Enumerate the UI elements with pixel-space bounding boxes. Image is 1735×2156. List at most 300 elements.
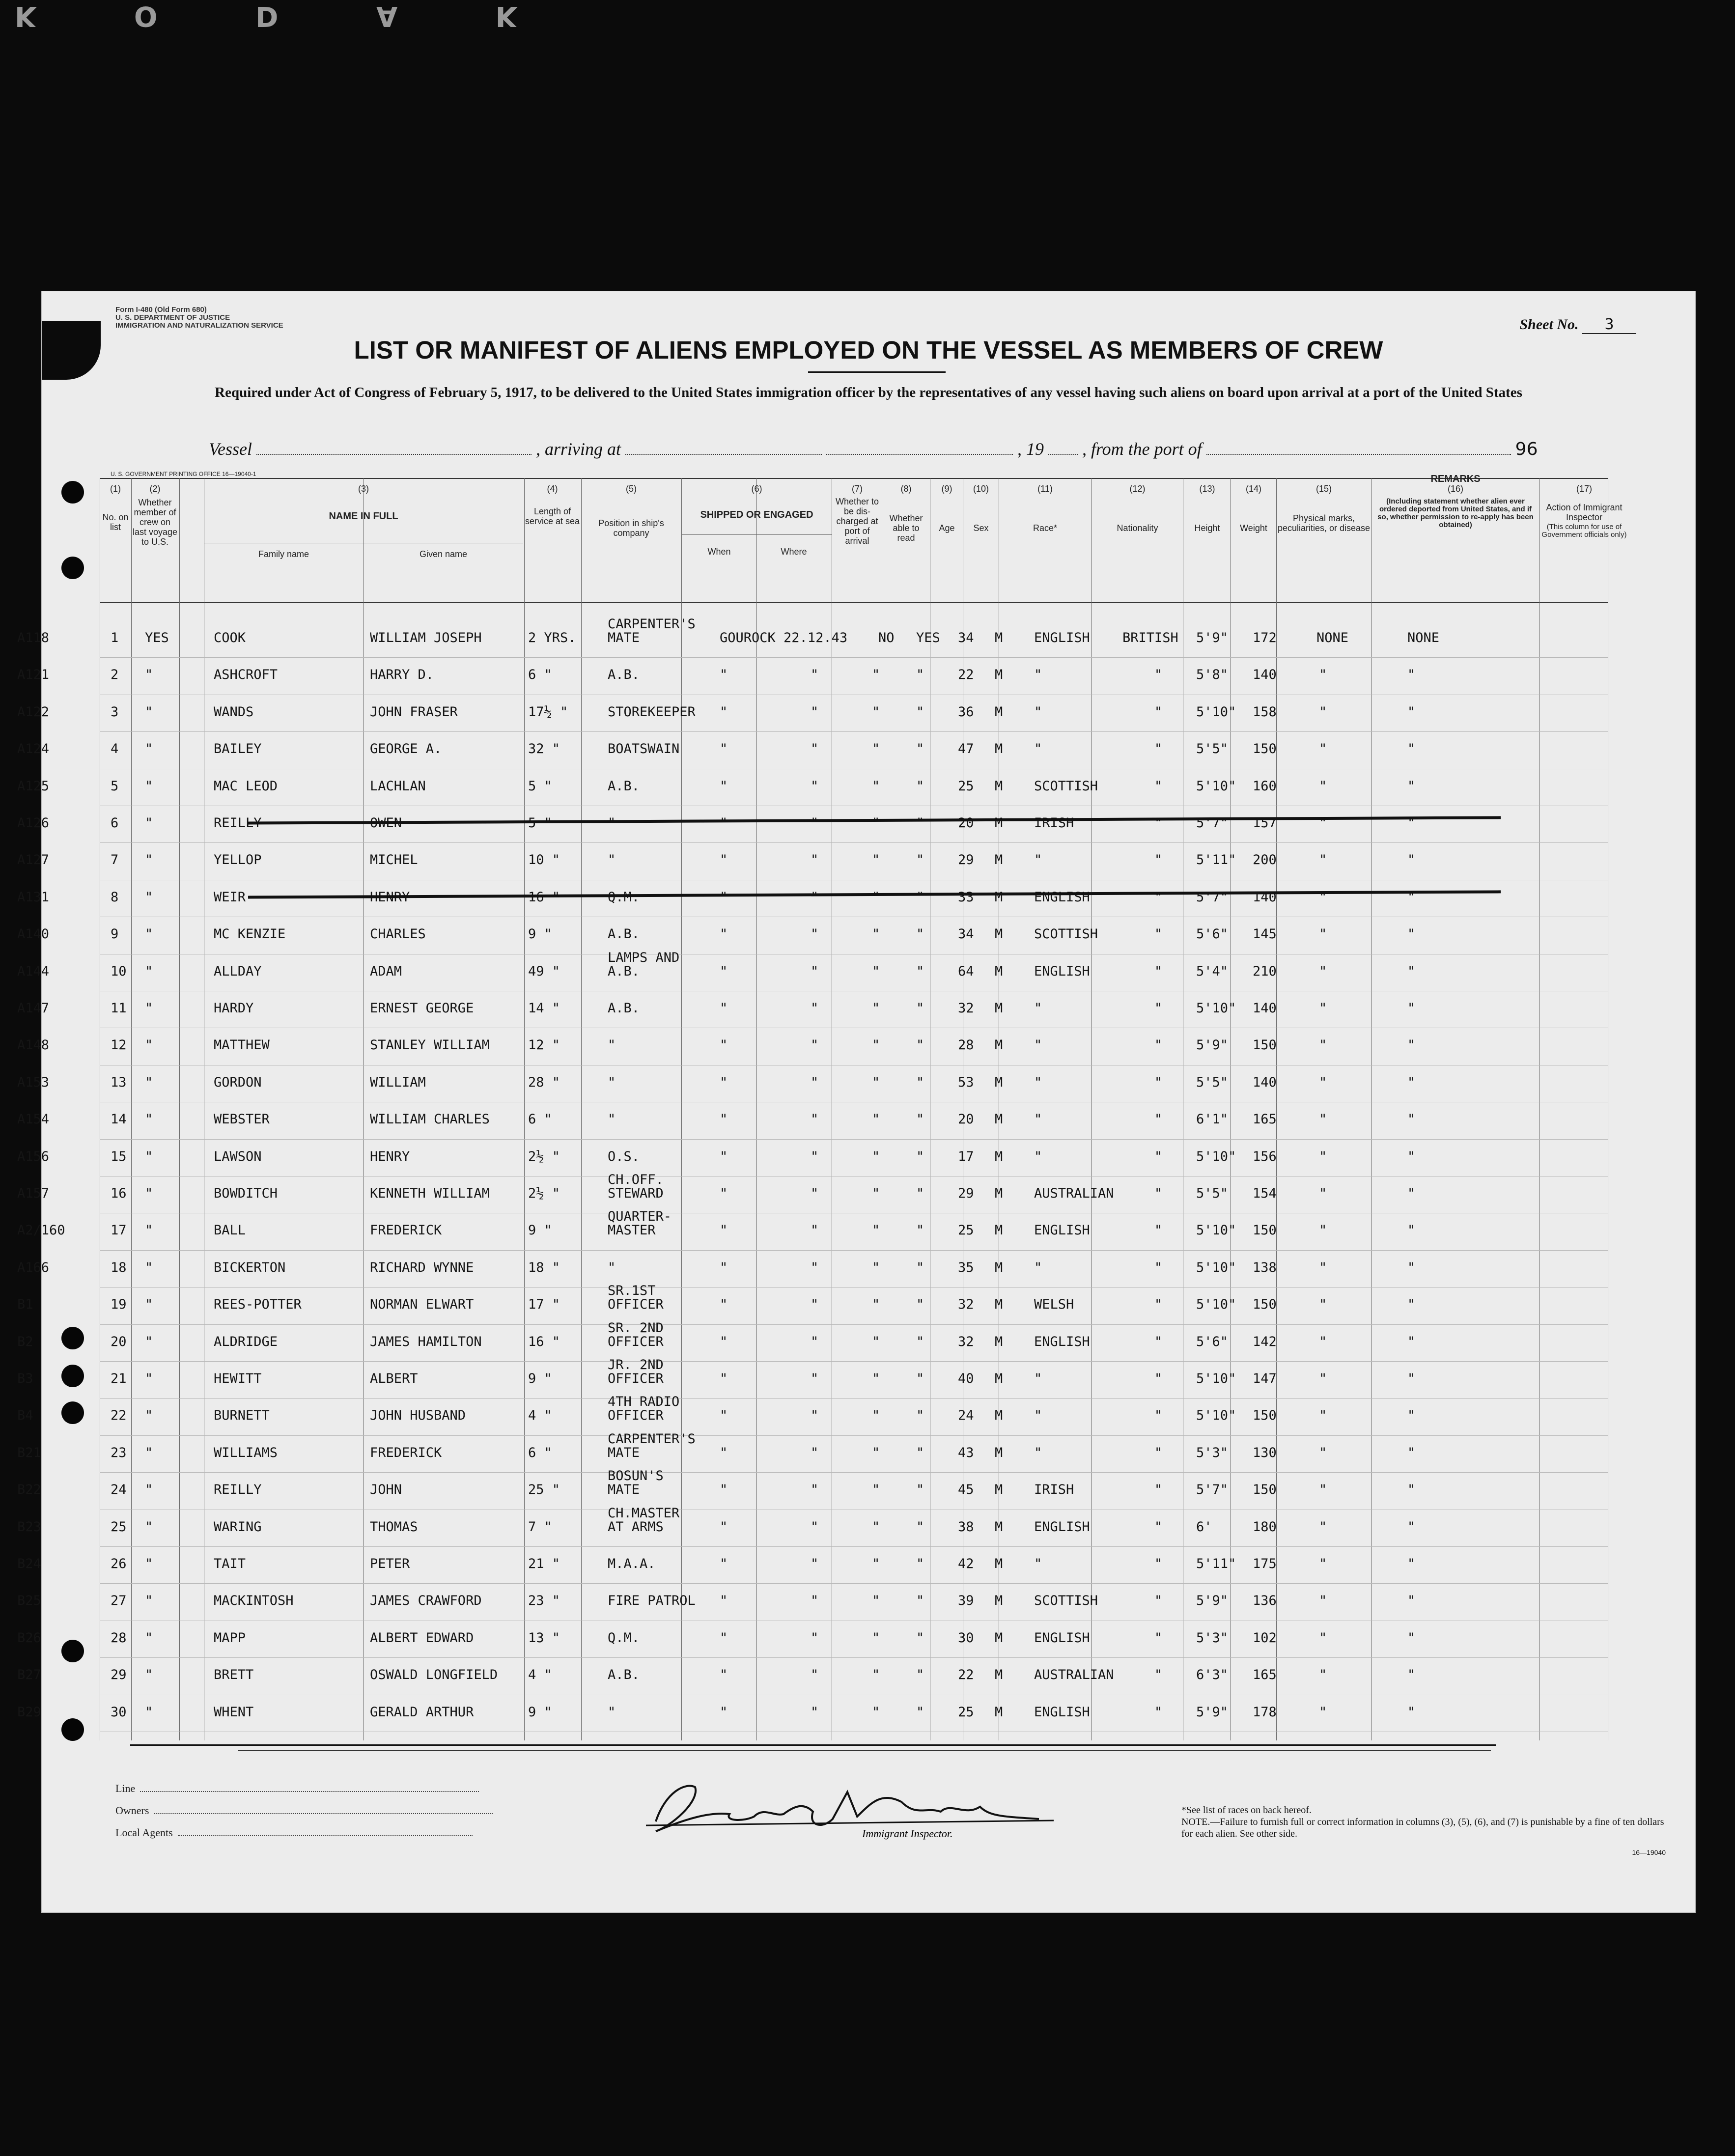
- row-last-voyage: ": [145, 1001, 153, 1016]
- row-marks: ": [1319, 926, 1327, 942]
- row-given-name: ADAM: [370, 963, 402, 979]
- row-given-name: ALBERT: [370, 1371, 418, 1386]
- row-when: ": [720, 1223, 728, 1238]
- table-row: [17, 1357, 1695, 1399]
- row-nationality: ": [1154, 1112, 1163, 1127]
- row-last-voyage: ": [145, 741, 153, 757]
- row-position: BOATSWAIN: [608, 741, 680, 757]
- row-race: ": [1034, 1556, 1042, 1571]
- table-row: [17, 881, 1695, 918]
- row-race: WELSH: [1034, 1297, 1074, 1313]
- row-discharged: ": [872, 1112, 880, 1127]
- header-height: Height: [1194, 523, 1220, 533]
- row-remarks: ": [1407, 741, 1416, 757]
- table-row: [17, 1547, 1695, 1584]
- row-height: 5'11": [1196, 1556, 1236, 1571]
- row-discharged: ": [872, 1630, 880, 1646]
- row-rule: [100, 1361, 1608, 1362]
- line-dotted: [140, 1791, 479, 1792]
- row-position: SR. 2ND OFFICER: [608, 1320, 664, 1349]
- row-discharged: ": [872, 1223, 880, 1238]
- row-position: CH.OFF. STEWARD: [608, 1172, 664, 1201]
- row-code: B21: [17, 1445, 41, 1460]
- row-nationality: ": [1154, 1186, 1163, 1201]
- row-sex: M: [995, 815, 1003, 831]
- row-marks: ": [1319, 1482, 1327, 1498]
- row-where: ": [811, 667, 819, 683]
- row-height: 5'10": [1196, 1148, 1236, 1164]
- table-row: [17, 1172, 1695, 1214]
- row-service: 7 ": [528, 1519, 552, 1535]
- row-sex: M: [995, 1148, 1003, 1164]
- row-race: AUSTRALIAN: [1034, 1667, 1114, 1683]
- row-height: 5'10": [1196, 1408, 1236, 1424]
- row-last-voyage: ": [145, 815, 153, 831]
- row-service: 21 ": [528, 1556, 560, 1571]
- row-height: 5'7": [1196, 889, 1229, 905]
- row-nationality: ": [1154, 1148, 1163, 1164]
- row-sex: M: [995, 1408, 1003, 1424]
- header-num: (5): [626, 484, 637, 494]
- row-code: A124: [17, 741, 50, 757]
- row-height: 6'3": [1196, 1667, 1229, 1683]
- row-service: 4 ": [528, 1408, 552, 1424]
- row-weight: 140: [1253, 1074, 1277, 1090]
- row-when: ": [720, 1112, 728, 1127]
- header-inspector-action: Action of Immigrant Inspector: [1546, 503, 1623, 522]
- table-row: [17, 1320, 1695, 1362]
- row-weight: 145: [1253, 926, 1277, 942]
- row-race: AUSTRALIAN: [1034, 1186, 1114, 1201]
- row-discharged: ": [872, 667, 880, 683]
- row-weight: 140: [1253, 1001, 1277, 1016]
- row-height: 5'3": [1196, 1445, 1229, 1460]
- row-last-voyage: ": [145, 1334, 153, 1349]
- footer-agents-field: [115, 1826, 473, 1839]
- row-service: 17 ": [528, 1297, 560, 1313]
- header-able-to-read: Whether able to read: [889, 513, 923, 543]
- row-family-name: GORDON: [214, 1074, 262, 1090]
- row-code: A126: [17, 815, 50, 831]
- row-last-voyage: ": [145, 1445, 153, 1460]
- row-service: 4 ": [528, 1667, 552, 1683]
- row-read: ": [916, 1593, 924, 1609]
- row-height: 5'10": [1196, 1260, 1236, 1275]
- row-where: ": [811, 1593, 819, 1609]
- row-last-voyage: ": [145, 1371, 153, 1386]
- row-nationality: BRITISH: [1122, 630, 1178, 645]
- row-height: 5'5": [1196, 741, 1229, 757]
- row-family-name: WEIR: [214, 889, 246, 905]
- row-discharged: ": [872, 1001, 880, 1016]
- row-age: 47: [958, 741, 974, 757]
- row-sex: M: [995, 1667, 1003, 1683]
- row-service: 9 ": [528, 926, 552, 942]
- row-given-name: NORMAN ELWART: [370, 1297, 474, 1313]
- row-last-voyage: ": [145, 1186, 153, 1201]
- row-given-name: GEORGE A.: [370, 741, 442, 757]
- row-when: ": [720, 926, 728, 942]
- row-read: ": [916, 1074, 924, 1090]
- row-discharged: ": [872, 1445, 880, 1460]
- row-position: A.B.: [608, 1001, 640, 1016]
- header-race: Race*: [1033, 523, 1058, 533]
- table-row: [17, 1431, 1695, 1473]
- row-code: A121: [17, 667, 50, 683]
- row-when: ": [720, 1186, 728, 1201]
- inspector-signature: [626, 1772, 1068, 1846]
- row-read: ": [916, 1001, 924, 1016]
- row-weight: 172: [1253, 630, 1277, 645]
- row-where: ": [811, 704, 819, 720]
- row-age: 25: [958, 1704, 974, 1720]
- row-position: Q.M.: [608, 1630, 640, 1646]
- row-rule: [100, 1287, 1608, 1288]
- page-title: LIST OR MANIFEST OF ALIENS EMPLOYED ON THE VESSEL AS MEMBERS OF CREW: [354, 336, 1383, 364]
- row-number: 27: [111, 1593, 127, 1609]
- row-height: 5'9": [1196, 1704, 1229, 1720]
- row-read: ": [916, 1704, 924, 1720]
- table-row: [17, 770, 1695, 807]
- row-rule: [100, 1435, 1608, 1436]
- row-given-name: JAMES CRAWFORD: [370, 1593, 482, 1609]
- table-row: [17, 658, 1695, 695]
- row-rule: [100, 657, 1608, 658]
- arriving-field: [625, 441, 822, 455]
- row-where: ": [811, 1297, 819, 1313]
- row-code: A118: [17, 630, 50, 645]
- row-weight: 180: [1253, 1519, 1277, 1535]
- row-code: A127: [17, 852, 50, 868]
- row-weight: 130: [1253, 1445, 1277, 1460]
- row-sex: M: [995, 667, 1003, 683]
- row-marks: ": [1319, 1297, 1327, 1313]
- row-weight: 136: [1253, 1593, 1277, 1609]
- table-row: [17, 732, 1695, 769]
- row-height: 5'6": [1196, 1334, 1229, 1349]
- row-number: 7: [111, 852, 119, 868]
- row-number: 6: [111, 815, 119, 831]
- row-marks: ": [1319, 1704, 1327, 1720]
- row-number: 12: [111, 1037, 127, 1053]
- row-marks: ": [1319, 1001, 1327, 1016]
- row-family-name: BAILEY: [214, 741, 262, 757]
- row-age: 22: [958, 1667, 974, 1683]
- row-age: 25: [958, 1223, 974, 1238]
- row-remarks: ": [1407, 1074, 1416, 1090]
- signature-caption: Immigrant Inspector.: [862, 1827, 953, 1840]
- row-number: 15: [111, 1148, 127, 1164]
- row-where: ": [811, 889, 819, 905]
- row-weight: 150: [1253, 1223, 1277, 1238]
- row-last-voyage: ": [145, 852, 153, 868]
- row-height: 5'4": [1196, 963, 1229, 979]
- row-last-voyage: ": [145, 1519, 153, 1535]
- table-row: [17, 1103, 1695, 1140]
- row-weight: 142: [1253, 1334, 1277, 1349]
- row-number: 8: [111, 889, 119, 905]
- row-height: 5'6": [1196, 926, 1229, 942]
- row-discharged: ": [872, 1704, 880, 1720]
- note-races: *See list of races on back hereof.: [1181, 1805, 1312, 1816]
- row-number: 19: [111, 1297, 127, 1313]
- page-subtitle: Required under Act of Congress of February 5, 1917, to be delivered to the United States immigration officer by the representatives of any vessel having such aliens on board upon arrival at a port of the United States: [215, 385, 1522, 400]
- row-height: 5'5": [1196, 1186, 1229, 1201]
- row-age: 29: [958, 852, 974, 868]
- row-code: B29: [17, 1704, 41, 1720]
- row-service: 18 ": [528, 1260, 560, 1275]
- row-family-name: BURNETT: [214, 1408, 270, 1424]
- header-nationality: Nationality: [1117, 523, 1158, 533]
- row-discharged: ": [872, 1074, 880, 1090]
- row-marks: ": [1319, 741, 1327, 757]
- footer-line-field: [115, 1782, 479, 1795]
- row-last-voyage: ": [145, 1297, 153, 1313]
- row-family-name: TAIT: [214, 1556, 246, 1571]
- table-row: [17, 1251, 1695, 1288]
- row-sex: M: [995, 630, 1003, 645]
- row-race: IRISH: [1034, 1482, 1074, 1498]
- row-discharged: ": [872, 1667, 880, 1683]
- row-given-name: WILLIAM JOSEPH: [370, 630, 482, 645]
- header-num: (6): [751, 484, 762, 494]
- row-number: 25: [111, 1519, 127, 1535]
- row-given-name: MICHEL: [370, 852, 418, 868]
- row-code: B27: [17, 1667, 41, 1683]
- row-position: LAMPS AND A.B.: [608, 950, 680, 979]
- row-remarks: ": [1407, 1001, 1416, 1016]
- port-label: , from the port of: [1082, 439, 1202, 459]
- row-remarks: ": [1407, 1112, 1416, 1127]
- row-where: ": [811, 1519, 819, 1535]
- row-given-name: JOHN: [370, 1482, 402, 1498]
- row-race: ": [1034, 1445, 1042, 1460]
- header-num: (17): [1576, 484, 1592, 494]
- row-read: ": [916, 1667, 924, 1683]
- header-sex: Sex: [973, 523, 989, 533]
- row-marks: ": [1319, 1037, 1327, 1053]
- row-race: IRISH: [1034, 815, 1074, 831]
- row-age: 36: [958, 704, 974, 720]
- row-last-voyage: ": [145, 1593, 153, 1609]
- row-weight: 156: [1253, 1148, 1277, 1164]
- row-weight: 140: [1253, 889, 1277, 905]
- year-label: , 19: [1017, 439, 1044, 459]
- row-nationality: ": [1154, 1260, 1163, 1275]
- row-nationality: ": [1154, 1519, 1163, 1535]
- row-discharged: ": [872, 1408, 880, 1424]
- row-sex: M: [995, 1297, 1003, 1313]
- row-sex: M: [995, 1037, 1003, 1053]
- header-num: (11): [1037, 484, 1053, 494]
- row-when: ": [720, 1408, 728, 1424]
- header-family-name: Family name: [258, 549, 309, 559]
- row-nationality: ": [1154, 889, 1163, 905]
- row-given-name: GERALD ARTHUR: [370, 1704, 474, 1720]
- row-code: A140: [17, 926, 50, 942]
- row-service: 32 ": [528, 741, 560, 757]
- row-weight: 140: [1253, 667, 1277, 683]
- row-code: A148: [17, 1037, 50, 1053]
- row-position: 4TH RADIO OFFICER: [608, 1394, 680, 1424]
- header-num: (16): [1447, 484, 1463, 494]
- row-race: ": [1034, 1112, 1042, 1127]
- row-where: ": [811, 1408, 819, 1424]
- note-penalty: NOTE.—Failure to furnish full or correct information in columns (3), (5), (6), and (7) is punishable by a fine of ten dollars for each alien. See other side.: [1181, 1817, 1664, 1839]
- form-identifier: [115, 306, 283, 330]
- row-service: 9 ": [528, 1371, 552, 1386]
- row-number: 9: [111, 926, 119, 942]
- row-nationality: ": [1154, 1074, 1163, 1090]
- row-given-name: CHARLES: [370, 926, 426, 942]
- row-race: ": [1034, 1001, 1042, 1016]
- row-nationality: ": [1154, 704, 1163, 720]
- row-marks: ": [1319, 1112, 1327, 1127]
- row-sex: M: [995, 926, 1003, 942]
- row-height: 5'11": [1196, 852, 1236, 868]
- row-position: A.B.: [608, 667, 640, 683]
- row-height: 5'10": [1196, 1371, 1236, 1386]
- row-last-voyage: ": [145, 926, 153, 942]
- row-remarks: ": [1407, 667, 1416, 683]
- form-id-line: Form I-480 (Old Form 680): [115, 306, 207, 314]
- row-nationality: ": [1154, 1334, 1163, 1349]
- header-num: (8): [900, 484, 912, 494]
- row-marks: ": [1319, 1371, 1327, 1386]
- row-position: SR.1ST OFFICER: [608, 1283, 664, 1313]
- row-weight: 138: [1253, 1260, 1277, 1275]
- row-family-name: COOK: [214, 630, 246, 645]
- row-remarks: ": [1407, 1260, 1416, 1275]
- agents-dotted: [178, 1835, 473, 1836]
- sheet-number: [1520, 316, 1637, 334]
- row-height: 5'9": [1196, 1037, 1229, 1053]
- header-num: (7): [852, 484, 863, 494]
- header-given-name: Given name: [419, 549, 468, 559]
- row-nationality: ": [1154, 667, 1163, 683]
- row-given-name: OWEN: [370, 815, 402, 831]
- header-num: (10): [973, 484, 989, 494]
- row-discharged: NO: [878, 630, 895, 645]
- punch-hole: [61, 481, 84, 504]
- row-service: 13 ": [528, 1630, 560, 1646]
- row-where: ": [811, 1186, 819, 1201]
- row-when: ": [720, 1593, 728, 1609]
- row-when: ": [720, 1630, 728, 1646]
- row-number: 3: [111, 704, 119, 720]
- page-number: 96: [1515, 439, 1538, 459]
- row-age: 25: [958, 778, 974, 794]
- row-code: A157: [17, 1186, 50, 1201]
- row-where: ": [811, 926, 819, 942]
- row-read: ": [916, 1037, 924, 1053]
- row-age: 20: [958, 1112, 974, 1127]
- row-age: 29: [958, 1186, 974, 1201]
- footer-owners-field: [115, 1804, 493, 1817]
- row-marks: ": [1319, 815, 1327, 831]
- row-race: ": [1034, 704, 1042, 720]
- title-rule: [808, 371, 946, 373]
- row-sex: M: [995, 1186, 1003, 1201]
- row-last-voyage: ": [145, 1223, 153, 1238]
- row-where: ": [811, 1445, 819, 1460]
- row-family-name: REES-POTTER: [214, 1297, 302, 1313]
- row-position: CH.MASTER AT ARMS: [608, 1505, 680, 1535]
- row-remarks: ": [1407, 852, 1416, 868]
- row-height: 5'9": [1196, 1593, 1229, 1609]
- row-code: B2: [17, 1334, 33, 1349]
- row-read: ": [916, 1260, 924, 1275]
- row-when: ": [720, 1260, 728, 1275]
- row-read: ": [916, 815, 924, 831]
- row-discharged: ": [872, 1371, 880, 1386]
- row-sex: M: [995, 1630, 1003, 1646]
- row-height: 5'10": [1196, 1001, 1236, 1016]
- row-sex: M: [995, 1112, 1003, 1127]
- row-position: A.B.: [608, 926, 640, 942]
- row-nationality: ": [1154, 1001, 1163, 1016]
- row-sex: M: [995, 1519, 1003, 1535]
- row-number: 30: [111, 1704, 127, 1720]
- row-given-name: HENRY: [370, 1148, 410, 1164]
- row-marks: ": [1319, 704, 1327, 720]
- row-nationality: ": [1154, 1704, 1163, 1720]
- header-num: (15): [1315, 484, 1332, 494]
- row-remarks: ": [1407, 889, 1416, 905]
- row-number: 4: [111, 741, 119, 757]
- row-race: ": [1034, 852, 1042, 868]
- table-row: [17, 1584, 1695, 1621]
- header-length-of-service: Length of service at sea: [525, 506, 580, 526]
- row-family-name: WHENT: [214, 1704, 254, 1720]
- row-weight: 165: [1253, 1112, 1277, 1127]
- row-given-name: JOHN HUSBAND: [370, 1408, 466, 1424]
- row-nationality: ": [1154, 1482, 1163, 1498]
- row-number: 22: [111, 1408, 127, 1424]
- row-family-name: MATTHEW: [214, 1037, 270, 1053]
- row-discharged: ": [872, 1334, 880, 1349]
- row-read: ": [916, 963, 924, 979]
- row-code: A147: [17, 1001, 50, 1016]
- row-last-voyage: ": [145, 1556, 153, 1571]
- manifest-sheet: [17, 291, 1696, 1913]
- row-where: ": [811, 1704, 819, 1720]
- row-sex: M: [995, 1482, 1003, 1498]
- row-sex: M: [995, 852, 1003, 868]
- row-weight: 150: [1253, 741, 1277, 757]
- row-code: B26: [17, 1630, 41, 1646]
- row-service: 49 ": [528, 963, 560, 979]
- header-position: Position in ship's company: [598, 518, 664, 538]
- row-position: ": [608, 1704, 616, 1720]
- row-age: 38: [958, 1519, 974, 1535]
- row-marks: ": [1319, 667, 1327, 683]
- row-nationality: ": [1154, 1630, 1163, 1646]
- table-row: [17, 918, 1695, 954]
- row-when: ": [720, 1482, 728, 1498]
- row-where: ": [811, 815, 819, 831]
- row-remarks: ": [1407, 1037, 1416, 1053]
- row-race: ENGLISH: [1034, 1334, 1090, 1349]
- row-race: ": [1034, 741, 1042, 757]
- row-read: ": [916, 1186, 924, 1201]
- row-read: ": [916, 741, 924, 757]
- table-row: [17, 1394, 1695, 1436]
- row-last-voyage: ": [145, 889, 153, 905]
- row-discharged: ": [872, 741, 880, 757]
- row-nationality: ": [1154, 1371, 1163, 1386]
- arriving-field-2: [826, 441, 1013, 455]
